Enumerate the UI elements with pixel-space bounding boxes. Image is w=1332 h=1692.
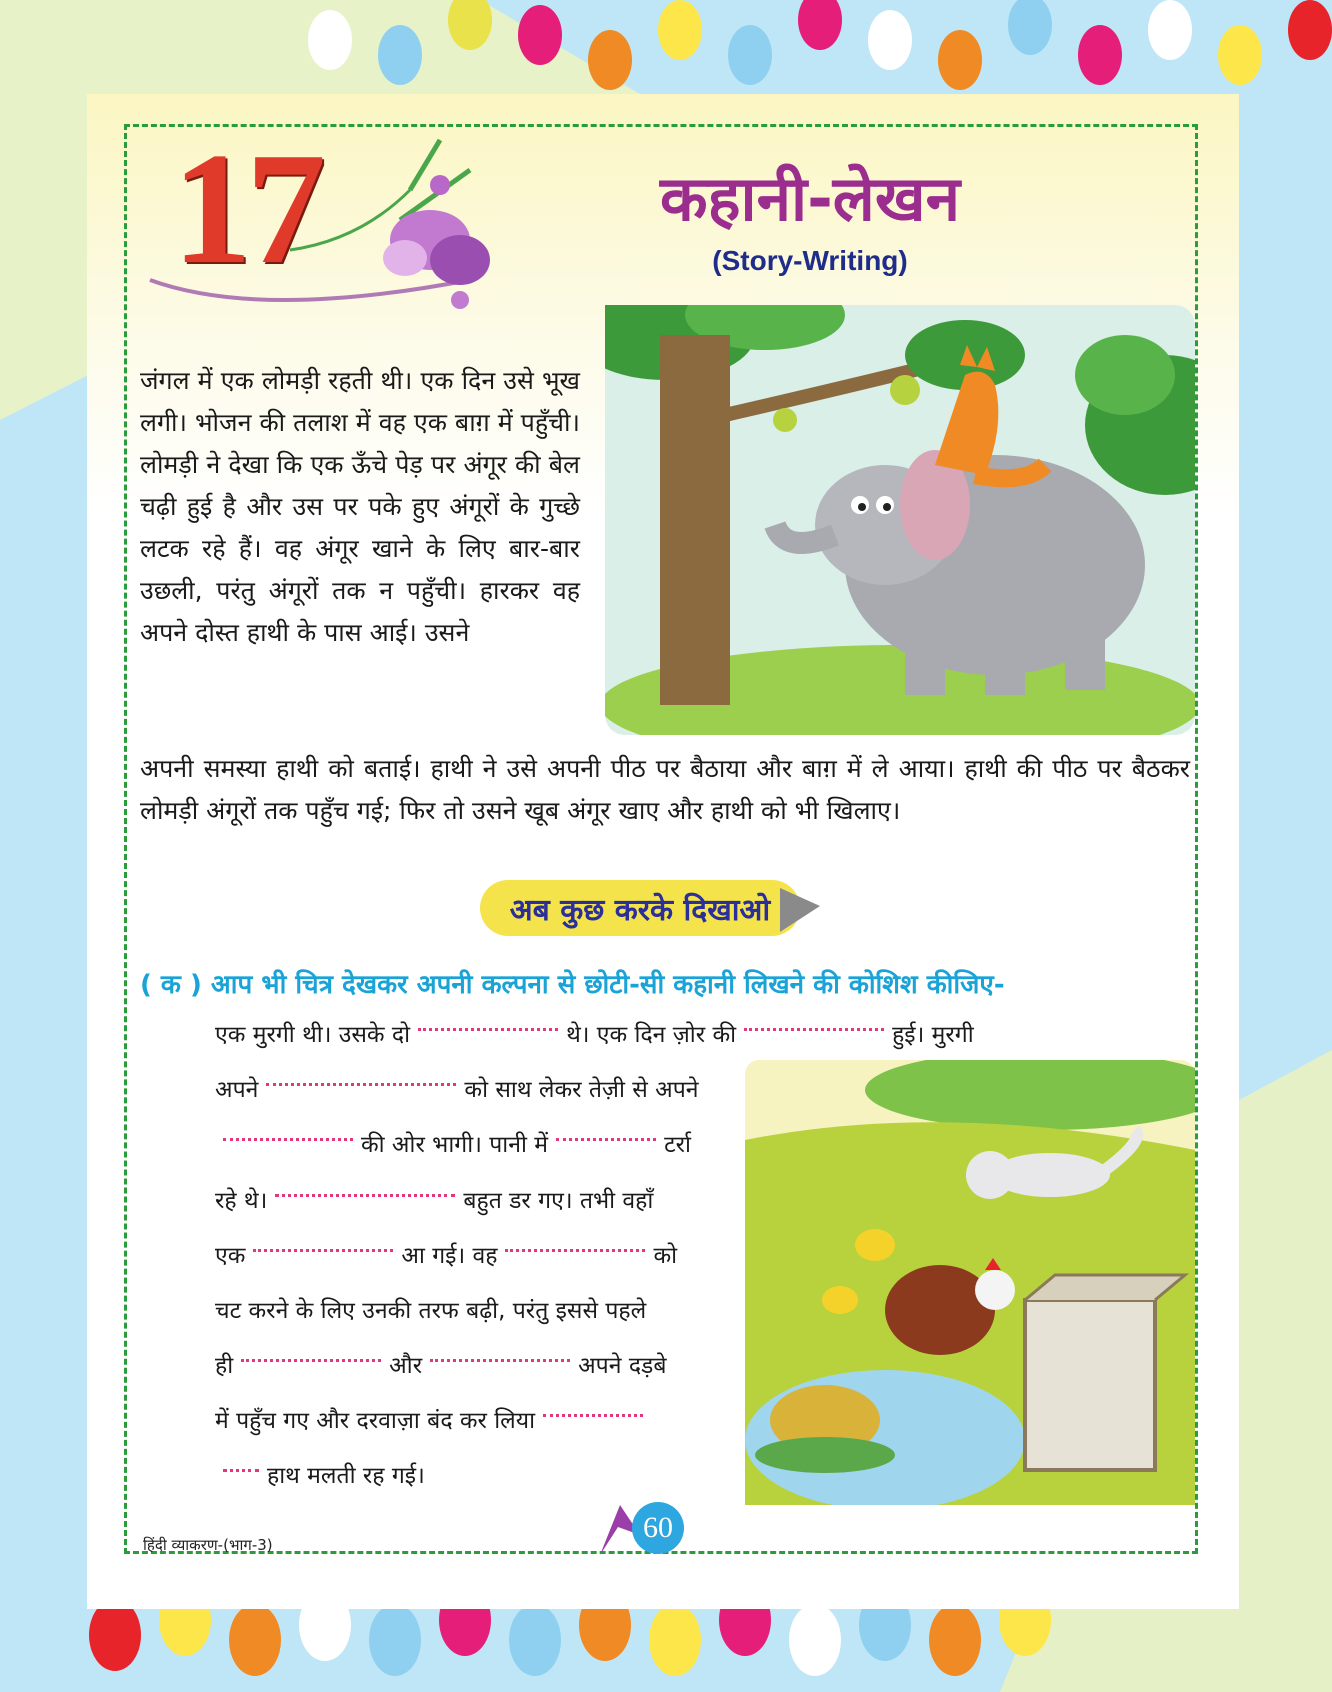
fill-line-1 bbox=[215, 1017, 974, 1049]
fill-line-5 bbox=[215, 1238, 677, 1270]
chapter-subtitle: (Story-Writing) bbox=[712, 245, 908, 276]
flower-ornament-icon bbox=[140, 119, 520, 330]
fill-text: रहे थे। bbox=[215, 1188, 268, 1214]
blank[interactable] bbox=[418, 1028, 558, 1031]
fill-text: बहुत डर गए। तभी वहाँ bbox=[463, 1188, 654, 1214]
fill-text: आ गई। वह bbox=[401, 1243, 498, 1269]
fill-line-8 bbox=[215, 1403, 651, 1435]
blank[interactable] bbox=[556, 1138, 656, 1141]
fill-text: हुई। मुरगी bbox=[892, 1022, 974, 1048]
fill-text: को साथ लेकर तेज़ी से अपने bbox=[464, 1077, 699, 1103]
activity-heading-label: अब कुछ करके दिखाओ bbox=[509, 893, 771, 928]
page-number: 60 bbox=[632, 1502, 684, 1554]
fill-text: और bbox=[389, 1353, 423, 1379]
activity-question bbox=[140, 965, 1005, 1001]
fill-line-2 bbox=[215, 1072, 699, 1104]
blank[interactable] bbox=[543, 1414, 643, 1417]
fill-text: चट करने के लिए उनकी तरफ बढ़ी, परंतु इससे पहले bbox=[215, 1298, 647, 1324]
fill-text: हाथ मलती रह गई। bbox=[267, 1463, 425, 1489]
fill-line-7 bbox=[215, 1348, 666, 1380]
fill-text: एक मुरगी थी। उसके दो bbox=[215, 1022, 411, 1048]
blank[interactable] bbox=[266, 1083, 456, 1086]
fill-text: को bbox=[653, 1243, 678, 1269]
fill-line-6 bbox=[215, 1293, 646, 1325]
chapter-title: कहानी-लेखन bbox=[660, 162, 960, 235]
activity-heading bbox=[480, 880, 820, 938]
question-text: आप भी चित्र देखकर अपनी कल्पना से छोटी-सी कहानी लिखने की कोशिश कीजिए- bbox=[210, 970, 1005, 1000]
story-paragraph-part1: जंगल में एक लोमड़ी रहती थी। एक दिन उसे भूख लगी। भोजन की तलाश में वह एक बाग़ में पहुँची। लोमड़ी ने देखा कि एक ऊँचे पेड़ पर अंगूर की बेल चढ़ी हुई है और उस पर पके हुए अंगूरों के गुच्छे लटक रहे हैं। वह अंगूर खाने के लिए बार-बार उछली, परंतु अंगूरों तक न पहुँची। हारकर वह अपने दोस्त हाथी के पास आई। उसने bbox=[140, 366, 580, 647]
blank[interactable] bbox=[744, 1028, 884, 1031]
fill-line-9 bbox=[215, 1458, 425, 1490]
blank[interactable] bbox=[223, 1138, 353, 1141]
blank[interactable] bbox=[505, 1249, 645, 1252]
blank[interactable] bbox=[275, 1194, 455, 1197]
chapter-number: 17 bbox=[172, 119, 320, 297]
question-label: ( क ) bbox=[140, 970, 202, 1000]
fill-text: अपने दड़बे bbox=[578, 1353, 667, 1379]
fill-text: की ओर भागी। पानी में bbox=[361, 1132, 549, 1158]
blank[interactable] bbox=[430, 1359, 570, 1362]
book-footer: हिंदी व्याकरण-(भाग-3) bbox=[143, 1536, 273, 1554]
fill-text: एक bbox=[215, 1243, 246, 1269]
fill-line-4 bbox=[215, 1183, 653, 1215]
fill-text: अपने bbox=[215, 1077, 259, 1103]
hen-chicks-cat-frog-illustration bbox=[745, 1060, 1195, 1505]
fox-elephant-illustration bbox=[605, 305, 1195, 735]
fill-text: टर्रा bbox=[664, 1132, 692, 1158]
blank[interactable] bbox=[223, 1469, 259, 1472]
blank[interactable] bbox=[241, 1359, 381, 1362]
fill-text: में पहुँच गए और दरवाज़ा बंद कर लिया bbox=[215, 1408, 536, 1434]
fill-text: थे। एक दिन ज़ोर की bbox=[566, 1022, 737, 1048]
blank[interactable] bbox=[253, 1249, 393, 1252]
story-paragraph-part2: अपनी समस्या हाथी को बताई। हाथी ने उसे अपनी पीठ पर बैठाया और बाग़ में ले आया। हाथी की पीठ पर बैठकर लोमड़ी अंगूरों तक पहुँच गई; फिर तो उसने खूब अंगूर खाए और हाथी को भी खिलाए। bbox=[140, 754, 1190, 825]
fill-text: ही bbox=[215, 1353, 234, 1379]
fill-line-3 bbox=[215, 1127, 691, 1159]
